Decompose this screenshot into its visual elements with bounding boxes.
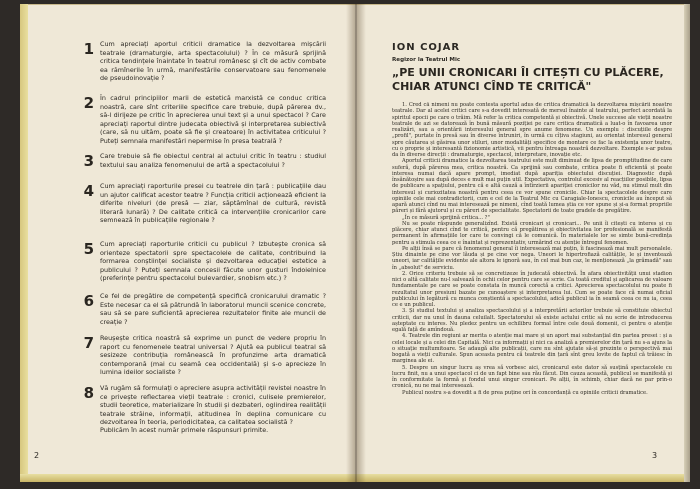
- question-number: 7: [83, 334, 94, 352]
- article-paragraph: 4. Teatrele din regiuni ar merita o atenție mai mare și un aport mai substanțial din partea presei : și a celei locale și a celei din Capitală. Nici ca informații și nici ca analiză a premierelor din țară nu s-a ajuns la o situație multumitoare. Se adaugă alte publicații, care nu sînt ajutate să-și prezinte o perspectivă mai bogată a vieții culturale. Spun aceasta pentru că teatrele din țară sînt greu lovite de faptul că trăiesc în marginea ale ei.: [392, 333, 672, 365]
- published-note: Publicăm în acest număr primele răspunsuri primite.: [100, 426, 269, 434]
- article-paragraph: 1. Cred că nimeni nu poate contesta aportul adus de critica dramatică la dezvoltarea mișcării noastre teatrale. Dar al acelei critici care s-a dovedit interesată de mersul înainte al teatrului, perfect acordată la spiritul epocii pe care o trăim. Mă refer la critica competentă și obiectivă. Unele succese ale vieții noastre teatrale de azi se datorează în bună măsură poziției pe care critica dramatică a luat-o în favoarea unor realizări, sau a orientării interesului general spre anume fenomene. Un exemplu : discuțiile despre „profil", purtate în presă sau în diverse întruniri, în urmă cu cîțiva stagiuni, au orientat interesul general spre căutarea și găsirea unor stiluri, unor modalități specifice de montare ce fac la existența unor teatre, cu o proprie și interesantă fizionomie artistică, vii pentru întreaga noastră dezvoltare. Exemple s-ar putea da în diverse direcții : dramaturgie, spectacol, interpretare, inovație etc.: [392, 102, 672, 158]
- article-title: „PE UNII CRONICARI ÎI CITEȘTI CU PLĂCERE, CHIAR ATUNCI CÎND TE CRITICĂ": [392, 66, 664, 93]
- article-paragraph: Aportul criticii dramatice la dezvoltarea teatrului este mult diminuat de lipsa de promptitudine de care suferă, după părerea mea, critica noastră. Ca sprijină sau combate, critica poate fi eficientă și poate interesa numai dacă apare prompt, imediat după apariția obiectului discuției. Diagnostic după însănătoșire sau după deces e mult mai puțin util. Expectativa, controlul excesiv al reacțiilor posibile, lipsa de publicare a spațiului, pentru că e altă cauză a întîrzierii apariției cronicilor nu văd, nu stimul mult din interesul și curiozitatea noastră pentru ceea ce vor spune cronicile. Chiar la spectacolele despre care opiniile cele mai contradictorii, cum e cel de la Teatrul Mic cu Caragiale-Ionescu, cronicile au început să apară atunci cînd nu mai interesează pe nimeni, cînd toată lumea știa ce vor spune și și-a format propriile păreri și fără ajutorul și cu păreri de specialitate. Spectatorii de toate gradele de pregătire.: [392, 158, 672, 215]
- question-text: Cum apreciați aportul criticii dramatice la dezvoltarea mișcării teatrale (dramaturgie, arta spectacolului) ? În ce măsură sprijină critica tendințele înaintate în teatrul românesc și cît de activ combate ea rămînerile în urmă, manifestările conservatoare sau fenomenele de pseudoinovație ?: [100, 40, 326, 83]
- question-number: 2: [83, 94, 94, 112]
- article-paragraph: Nu se poate răspunde generalizînd. Există cronicari și cronicari... Pe unii îi citești cu interes și cu plăcere, chiar atunci cînd te critică, pentru că pregătirea și obiectivitatea lor profesională se manifestă permanent în afirmațiile lor care te convingi că le comunică. În materialele lor se simte bună-credința pentru a stimula ceea ce e înaintat și reprezentativ, urmărind cu atenție întregul fenomen.: [392, 220, 672, 246]
- article-paragraph: 5. Despre un singur lucru aș vrea să vorbesc aici, cronicarul este dator să susțină spectacolele cu lucru finit, nu a unui spectacol ci de un fapt bine sau rău făcut. Din cauza această, publicul se manifestă și în conformitate la formă și fondul unui singur cronicari. Pe alții, în schimb, chiar dacă ne par prin-o cronică, nu ne mai interesează.: [392, 364, 672, 390]
- left-page: [36, 22, 336, 472]
- question-number: 4: [83, 182, 94, 200]
- article-paragraph: Pe alții însă se pare că fenomenul general îi interesează mai puțin, îi fascinează mai mult personalele. Știu dinainte pe cine vor lăuda și pe cine vor nega. Uneori le hipertrofiază calitățile, le și inventează uneori, iar calitățile evidente ale altora le ignoră sau, în cel mai bun caz, le menționează „la grămadă" sau în „absolut" de serviciu.: [392, 245, 672, 271]
- book-edge-left: [20, 4, 28, 482]
- article-paragraph: 3. Și studiul textului și analiza spectacolului și a interpretării actorilor trebuie să constituie obiectul criticii, dar nu unul în dauna celuilalt. Spectatorului să existe actului critic să nu scrie de introducerea așteptate cu interes. Nu pledez pentru un echilibru formal între cele două domenii, ci pentru o atenție egală față de amîndouă.: [392, 308, 672, 333]
- question-number: 6: [83, 292, 94, 310]
- question-number: 5: [83, 240, 94, 258]
- book-gutter: [346, 4, 366, 482]
- book-edge-right: [684, 4, 690, 482]
- article-paragraph: 2. Orice criteriu trebuie să se concretizeze în judecată obiectivă. În afara obiectivității unui stadion nici o altă calitate nu-l salvează în ochii celor pentru care se scrie. Ca toată creditul și aplicarea de valoare fundamentale pe care se poate constata în muncă corectă a critici. Aprecierea spectacolului nu poate fi rezultatul unor presiuni bazate pe cunoaștere și interpretarea lui. Cum se poate face că numai oficial publicului în legătură cu munca conștientă a spectacolului, adică publicul ia în seamă ceea ce nu ia, ceea ce e un publicul.: [392, 270, 672, 308]
- question-number: 3: [83, 152, 94, 170]
- question-text: Vă rugăm să formulați o apreciere asupra activității revistei noastre în ce privește reflectarea vieții teatrale : cronici, culisele premierelor, studii teoretice, materializare în studii și dezbateri, oglindirea realității teatrale străine, informații, atitudinea în deplina comunicare cu dezvoltarea în teoria, periodicitatea, ca calitatea socialistă ?: [100, 384, 326, 427]
- page-number-right: 3: [652, 451, 658, 460]
- question-text: Reușește critica noastră să exprime un punct de vedere propriu în raport cu fenomenele teatral universal ? Ajută ea publicul teatral să sesizeze contribuția românească în profunzime arta dramatică contemporană (mai cu seamă cea occidentală) și s-o aprecieze în lumina ideilor socialiste ?: [100, 334, 326, 377]
- article-paragraph: Publicul nostru s-a dovedit a fi de prea puține ori în concordanță cu opiniile criticii dramatice.: [402, 389, 648, 396]
- article-body: [392, 102, 672, 464]
- question-text: Care trebuie să fie obiectul central al actului critic în teatru : studiul textului sau analiza fenomenului de artă a spectacolului ?: [100, 152, 326, 169]
- question-text: Cum apreciați raporturile presei cu teatrele din țară : publicațiile dau un ajutor calificat acestor teatre ? Funcția criticii acționează eficient la diferite niveluri (de presă — ziar, săptămînal de cultură, revistă literară lunară) ? De calitate critică ca intervențiile cronicarilor care semnează în publicațiile regionale ?: [100, 182, 326, 225]
- article-paragraph: „În ce măsură sprijină critica... ?": [402, 214, 490, 221]
- question-text: În cadrul principiilor marii de estetică marxistă ce conduc critica noastră, care sînt criteriile specifice care trebuie, după părerea dv., să-l dirijeze pe critic în aprecierea unui text și a unui spectacol ? Care apreciați raportul dintre judecata obiectivă și interpretarea subiectivă (care, să nu uităm, poate să fie și creatoare) în activitatea criticului ? Puteți semnala manifestări nepermise în presa teatrală ?: [100, 94, 326, 145]
- question-text: Cum apreciați raporturile criticii cu publicul ? Izbutește cronica să orienteze spectatorii spre spectacolele de calitate, contribuind la formarea conștiinței socialiste și dezvoltarea educației estetice a publicului ? Puteți semnala concesii făcute unor gusturi îndoielnice (preferințe pentru spectacolul bulevardier, snobism etc.) ?: [100, 240, 326, 283]
- question-number: 1: [83, 40, 94, 58]
- page-number-left: 2: [34, 451, 40, 460]
- question-number: 8: [83, 384, 94, 402]
- question-text: Ce fel de pregătire de competență specifică cronicarului dramatic ? Este necesar ca el să pătrundă în laboratorul muncii scenice concrete, sau să se pare suficientă aprecierea rezultatelor finite ale muncii de creație ?: [100, 292, 326, 326]
- author-role: Regizor la Teatrul Mic: [392, 57, 461, 63]
- author-name: ION COJAR: [392, 42, 461, 53]
